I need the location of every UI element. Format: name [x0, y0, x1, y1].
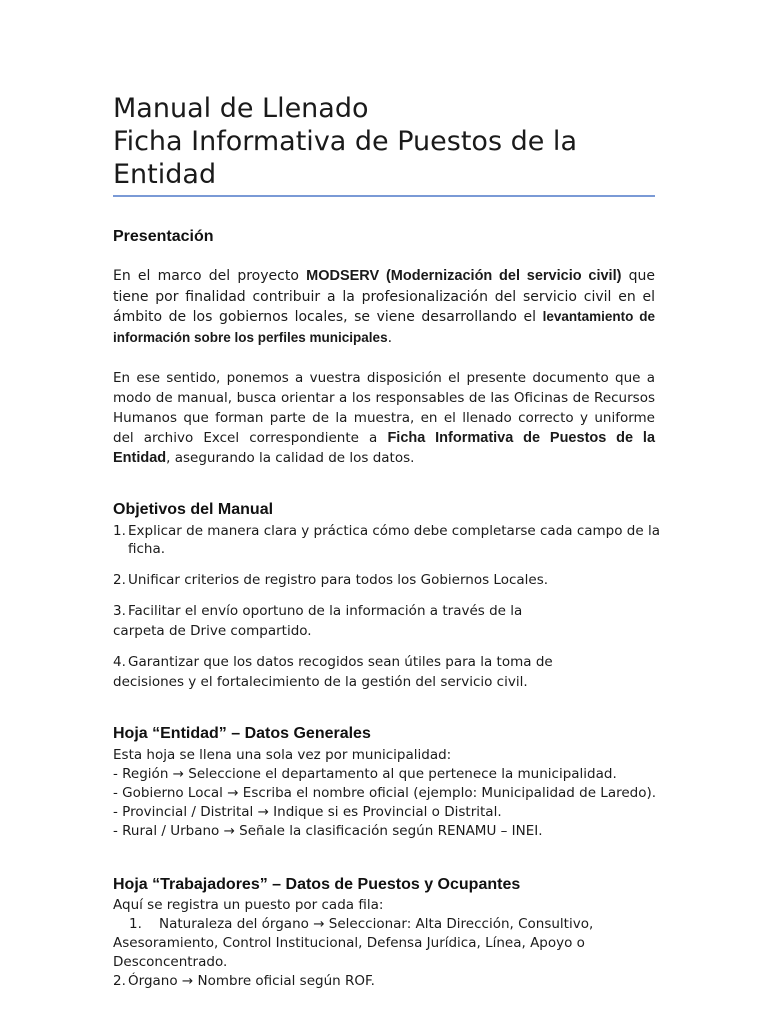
objetivo-number: 1.	[113, 523, 126, 539]
entidad-field-gobierno-local: - Gobierno Local → Escriba el nombre oficial (ejemplo: Municipalidad de Laredo).	[113, 785, 657, 801]
title-underline	[113, 195, 655, 197]
objetivo-text: Garantizar que los datos recogidos sean útiles para la toma de	[128, 654, 553, 670]
entidad-field-region: - Región → Seleccione el departamento al que pertenece la municipalidad.	[113, 766, 617, 782]
hoja-trabajadores-intro: Aquí se registra un puesto por cada fila:	[113, 897, 384, 913]
objetivo-number: 2.	[113, 572, 126, 588]
hoja-entidad-intro: Esta hoja se llena una sola vez por municipalidad:	[113, 747, 452, 763]
entidad-field-rural-urbano: - Rural / Urbano → Señale la clasificación según RENAMU – INEI.	[113, 823, 543, 839]
objetivo-item-4	[113, 653, 673, 691]
heading-hoja-entidad: Hoja “Entidad” – Datos Generales	[113, 725, 371, 742]
trabajadores-item-number: 2.	[113, 973, 126, 989]
objetivo-item-1	[113, 522, 675, 558]
objetivo-item-2	[113, 571, 673, 589]
p1-text-c: que tiene por finalidad contribuir a la profesionalización del servicio civil en el ámbito de los gobiernos locales, se viene desarrollando el	[113, 268, 656, 325]
trabajadores-item-1	[113, 915, 673, 934]
p1-text-a: En el marco del proyecto	[113, 268, 307, 284]
objetivo-item-3	[113, 602, 673, 640]
heading-objetivos: Objetivos del Manual	[113, 501, 274, 518]
presentacion-paragraph-1	[113, 266, 655, 348]
hoja-entidad-body	[113, 746, 675, 841]
objetivo-text-continued: carpeta de Drive compartido.	[113, 623, 312, 639]
objetivo-text: Unificar criterios de registro para todos los Gobiernos Locales.	[128, 572, 549, 588]
p2-text-a: En ese sentido, ponemos a vuestra disposición el presente documento que a modo de manual, busca orientar a los responsables de las Oficinas de Recursos Humanos que forman parte de la muestra, en el llenado correcto y uniforme del archivo Excel correspondiente a	[113, 370, 655, 446]
title-line-1: Manual de Llenado	[113, 93, 369, 124]
objetivo-number: 4.	[113, 654, 126, 670]
p2-bold-ficha: Ficha Informativa de Puestos de la Entidad	[113, 430, 656, 466]
objetivo-text-continued: ficha.	[128, 541, 166, 557]
trabajadores-item-text: Naturaleza del órgano → Seleccionar: Alta Dirección, Consultivo,	[159, 916, 594, 932]
hoja-trabajadores-body	[113, 896, 673, 991]
objetivo-number: 3.	[113, 603, 126, 619]
trabajadores-item-number: 1.	[129, 916, 142, 932]
title-line-3: Entidad	[113, 159, 217, 190]
trabajadores-item-text: Órgano → Nombre oficial según ROF.	[128, 973, 375, 989]
p2-text-c: , asegurando la calidad de los datos.	[166, 450, 415, 466]
trabajadores-item-1-line-2: Asesoramiento, Control Institucional, Defensa Jurídica, Línea, Apoyo o	[113, 935, 585, 951]
heading-presentacion: Presentación	[113, 228, 214, 245]
objetivo-text-continued: decisiones y el fortalecimiento de la gestión del servicio civil.	[113, 674, 528, 690]
p1-bold-modserv: MODSERV (Modernización del servicio civil)	[306, 268, 622, 284]
title-line-2: Ficha Informativa de Puestos de la	[113, 126, 577, 157]
heading-hoja-trabajadores: Hoja “Trabajadores” – Datos de Puestos y Ocupantes	[113, 876, 521, 893]
objetivo-text: Explicar de manera clara y práctica cómo debe completarse cada campo de la	[128, 523, 660, 539]
entidad-field-provincial-distrital: - Provincial / Distrital → Indique si es Provincial o Distrital.	[113, 804, 502, 820]
p1-bold-levantamiento: levantamiento de información sobre los perfiles municipales	[113, 309, 655, 345]
trabajadores-item-2	[113, 972, 673, 991]
p1-text-e: .	[387, 329, 393, 346]
trabajadores-item-1-line-3: Desconcentrado.	[113, 954, 228, 970]
objetivo-text: Facilitar el envío oportuno de la información a través de la	[128, 603, 523, 619]
presentacion-paragraph-2	[113, 368, 655, 468]
document-title	[113, 92, 673, 191]
